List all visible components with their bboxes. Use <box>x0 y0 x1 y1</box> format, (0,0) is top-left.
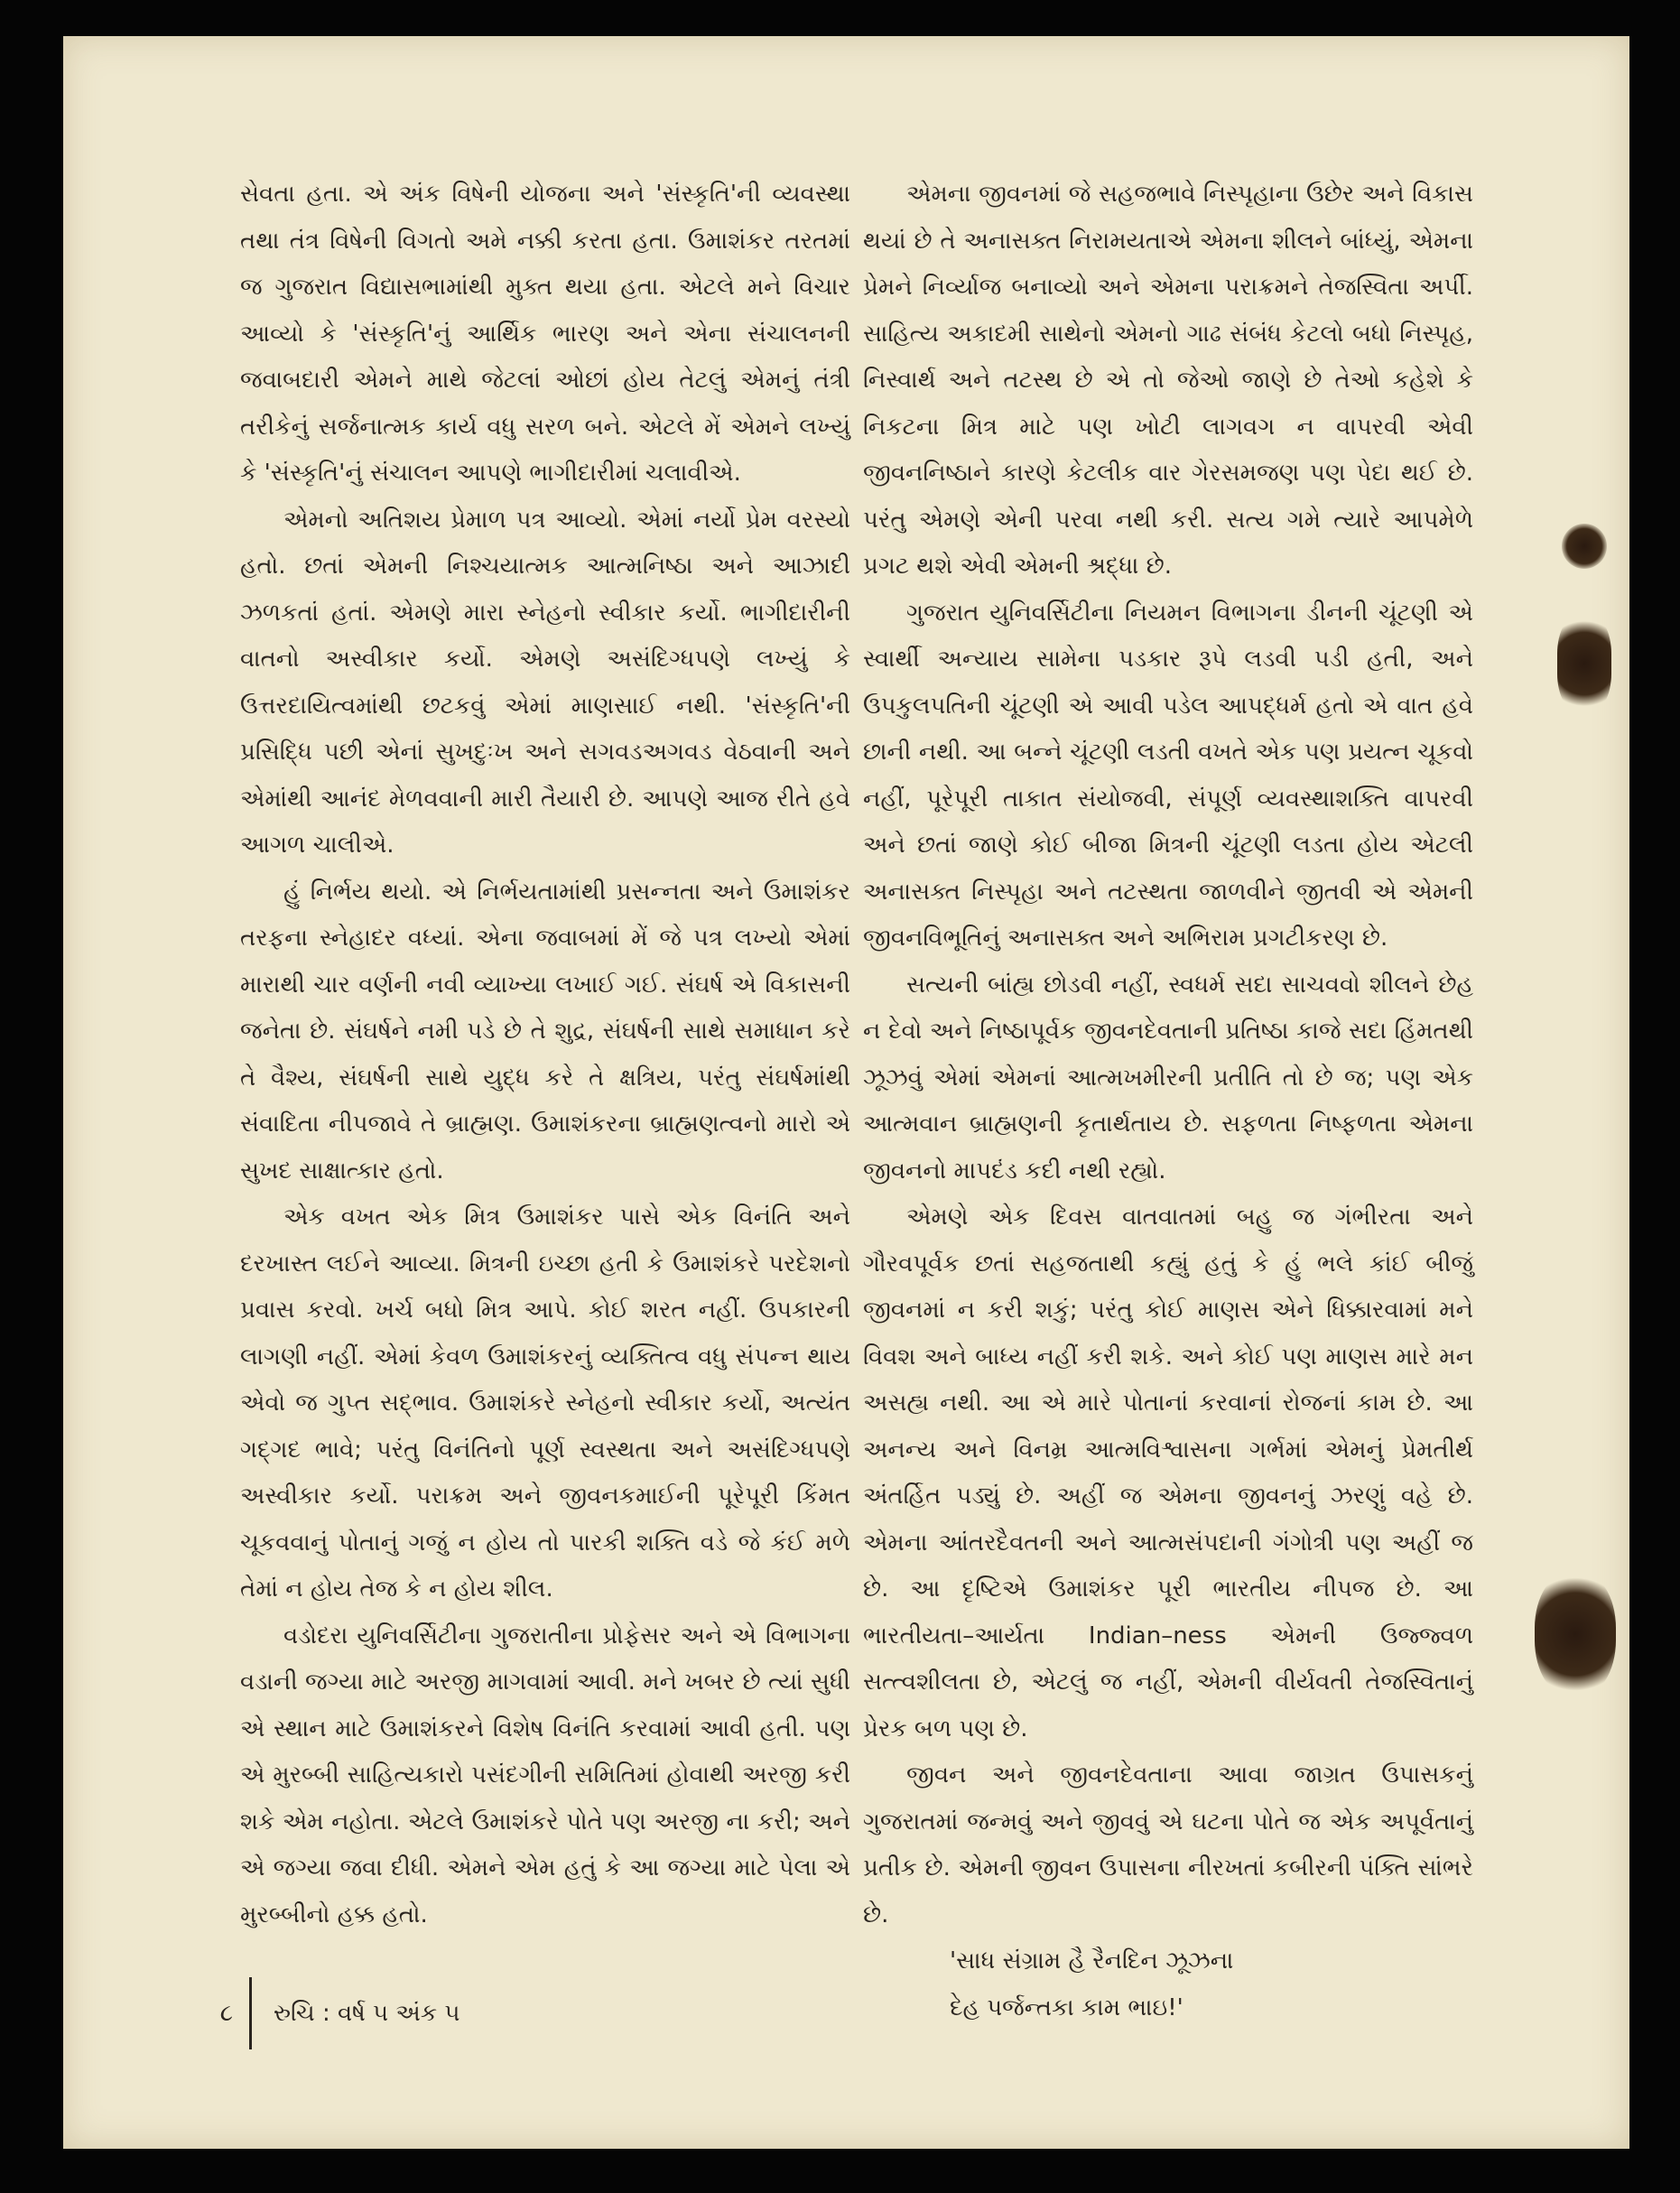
paragraph: ગુજરાત યુનિવર્સિટીના નિયમન વિભાગના ડીનની ચૂંટણી એ સ્વાર્થી અન્યાય સામેના પડકાર રૂપે લડવી પડી હતી, અને ઉપકુલપતિની ચૂંટણી એ આવી પડેલ આપદ્ધર્મ હતો એ વાત હવે છાની નથી. આ બન્ને ચૂંટણી લડતી વખતે એક પણ પ્રયત્ન ચૂકવો નહીં, પૂરેપૂરી તાકાત સંયોજવી, સંપૂર્ણ વ્યવસ્થાશક્તિ વાપરવી અને છતાં જાણે કોઈ બીજા મિત્રની ચૂંટણી લડતા હોય એટલી અનાસક્ત નિસ્પૃહા અને તટસ્થતા જાળવીને જીતવી એ એમની જીવનવિભૂતિનું અનાસક્ત અને અભિરામ પ્રગટીકરણ છે. <box>863 599 1473 952</box>
ink-stain <box>1535 1571 1616 1697</box>
page-footer <box>170 1977 460 2049</box>
kabir-quote <box>863 1938 1473 2031</box>
paragraph: વડોદરા યુનિવર્સિટીના ગુજરાતીના પ્રોફેસર અને એ વિભાગના વડાની જગ્યા માટે અરજી માગવામાં આવી. મને ખબર છે ત્યાં સુધી એ સ્થાન માટે ઉમાશંકરને વિશેષ વિનંતિ કરવામાં આવી હતી. પણ એ મુરબ્બી સાહિત્યકારો પસંદગીની સમિતિમાં હોવાથી અરજી કરી શકે એમ નહોતા. એટલે ઉમાશંકરે પોતે પણ અરજી ના કરી; અને એ જગ્યા જવા દીધી. એમને એમ હતું કે આ જગ્યા માટે પેલા એ મુરબ્બીનો હક્ક હતો. <box>240 1622 850 1928</box>
right-column <box>863 172 1473 2031</box>
paragraph: એમનો અતિશય પ્રેમાળ પત્ર આવ્યો. એમાં નર્યો પ્રેમ વરસ્યો હતો. છતાં એમની નિશ્ચયાત્મક આત્મનિષ્ઠા અને આઝાદી ઝળકતાં હતાં. એમણે મારા સ્નેહનો સ્વીકાર કર્યો. ભાગીદારીની વાતનો અસ્વીકાર કર્યો. એમણે અસંદિગ્ધપણે લખ્યું કે ઉત્તરદાયિત્વમાંથી છટકવું એમાં માણસાઈ નથી. 'સંસ્કૃતિ'ની પ્રસિદ્ધિ પછી એનાં સુખદુઃખ અને સગવડઅગવડ વેઠવાની અને એમાંથી આનંદ મેળવવાની મારી તૈયારી છે. આપણે આજ રીતે હવે આગળ ચાલીએ. <box>240 506 850 859</box>
journal-issue: રુચિ : વર્ષ ૫ અંક ૫ <box>274 1999 460 2027</box>
quote-line: દેહ પર્જન્તકા કામ ભાઇ!' <box>950 1993 1183 2021</box>
magazine-page <box>63 36 1629 2149</box>
paragraph: સત્યની બાંહ્ય છોડવી નહીં, સ્વધર્મ સદા સાચવવો શીલને છેહ ન દેવો અને નિષ્ઠાપૂર્વક જીવનદેવતાની પ્રતિષ્ઠા કાજે સદા હિંમતથી ઝૂઝવું એમાં એમનાં આત્મખમીરની પ્રતીતિ તો છે જ; પણ એક આત્મવાન બ્રાહ્મણની કૃતાર્થતાય છે. સફળતા નિષ્ફળતા એમના જીવનનો માપદંડ કદી નથી રહ્યો. <box>863 971 1473 1185</box>
paragraph: હું નિર્ભય થયો. એ નિર્ભયતામાંથી પ્રસન્નતા અને ઉમાશંકર તરફના સ્નેહાદર વધ્યાં. એના જવાબમાં મેં જે પત્ર લખ્યો એમાં મારાથી ચાર વર્ણની નવી વ્યાખ્યા લખાઈ ગઈ. સંઘર્ષ એ વિકાસની જનેતા છે. સંઘર્ષને નમી પડે છે તે શુદ્ર, સંઘર્ષની સાથે સમાધાન કરે તે વૈશ્ય, સંઘર્ષની સાથે યુદ્ધ કરે તે ક્ષત્રિય, પરંતુ સંઘર્ષમાંથી સંવાદિતા નીપજાવે તે બ્રાહ્મણ. ઉમાશંકરના બ્રાહ્મણત્વનો મારો એ સુખદ સાક્ષાત્કાર હતો. <box>240 878 850 1185</box>
left-column <box>240 172 850 1938</box>
paragraph: જીવન અને જીવનદેવતાના આવા જાગ્રત ઉપાસકનું ગુજરાતમાં જન્મવું અને જીવવું એ ઘટના પોતે જ એક અપૂર્વતાનું પ્રતીક છે. એમની જીવન ઉપાસના નીરખતાં કબીરની પંક્તિ સાંભરે છે. <box>863 1761 1473 1928</box>
paragraph: સેવતા હતા. એ અંક વિષેની યોજના અને 'સંસ્કૃતિ'ની વ્યવસ્થા તથા તંત્ર વિષેની વિગતો અમે નક્કી કરતા હતા. ઉમાશંકર તરતમાં જ ગુજરાત વિદ્યાસભામાંથી મુક્ત થયા હતા. એટલે મને વિચાર આવ્યો કે 'સંસ્કૃતિ'નું આર્થિક ભારણ અને એના સંચાલનની જવાબદારી એમને માથે જેટલાં ઓછાં હોય તેટલું એમનું તંત્રી તરીકેનું સર્જનાત્મક કાર્ય વધુ સરળ બને. એટલે મેં એમને લખ્યું કે 'સંસ્કૃતિ'નું સંચાલન આપણે ભાગીદારીમાં ચલાવીએ. <box>240 181 850 487</box>
footer-divider <box>249 1977 252 2049</box>
quote-line: 'સાધ સંગ્રામ હૈ રૈનદિન ઝૂઝના <box>950 1947 1234 1975</box>
paragraph: એમના જીવનમાં જે સહજભાવે નિસ્પૃહાના ઉછેર અને વિકાસ થયાં છે તે અનાસક્ત નિરામયતાએ એમના શીલને બાંધ્યું, એમના પ્રેમને નિર્વ્યાજ બનાવ્યો અને એમના પરાક્રમને તેજસ્વિતા અર્પી. સાહિત્ય અકાદમી સાથેનો એમનો ગાઢ સંબંધ કેટલો બધો નિસ્પૃહ, નિસ્વાર્થ અને તટસ્થ છે એ તો જેઓ જાણે છે તેઓ કહેશે કે નિકટના મિત્ર માટે પણ ખોટી લાગવગ ન વાપરવી એવી જીવનનિષ્ઠાને કારણે કેટલીક વાર ગેરસમજણ પણ પેદા થઈ છે. પરંતુ એમણે એની પરવા નથી કરી. સત્ય ગમે ત્યારે આપમેળે પ્રગટ થશે એવી એમની શ્રદ્ધા છે. <box>863 181 1473 580</box>
ink-stain <box>1557 614 1611 713</box>
paragraph: એમણે એક દિવસ વાતવાતમાં બહુ જ ગંભીરતા અને ગૌરવપૂર્વક છતાં સહજતાથી કહ્યું હતું કે હું ભલે કાંઈ બીજું જીવનમાં ન કરી શકું; પરંતુ કોઈ માણસ એને ધિક્કારવામાં મને વિવશ અને બાધ્ય નહીં કરી શકે. અને કોઈ પણ માણસ મારે મન અસહ્ય નથી. આ એ મારે પોતાનાં કરવાનાં રોજનાં કામ છે. આ અનન્ય અને વિનમ્ર આત્મવિશ્વાસના ગર્ભમાં એમનું પ્રેમતીર્થ અંતર્હિત પડ્યું છે. અહીં જ એમના જીવનનું ઝરણું વહે છે. એમના આંતરદૈવતની અને આત્મસંપદાની ગંગોત્રી પણ અહીં જ છે. આ દૃષ્ટિએ ઉમાશંકર પૂરી ભારતીય નીપજ છે. આ ભારતીયતા–આર્યતા Indian–ness એમની ઉજ્જ્વળ સત્ત્વશીલતા છે, એટલું જ નહીં, એમની વીર્યવતી તેજસ્વિતાનું પ્રેરક બળ પણ છે. <box>863 1203 1473 1742</box>
ink-stain <box>1562 524 1607 569</box>
page-number: ૮ <box>219 1999 233 2027</box>
paragraph: એક વખત એક મિત્ર ઉમાશંકર પાસે એક વિનંતિ અને દરખાસ્ત લઈને આવ્યા. મિત્રની ઇચ્છા હતી કે ઉમાશંકરે પરદેશનો પ્રવાસ કરવો. ખર્ચ બધો મિત્ર આપે. કોઈ શરત નહીં. ઉપકારની લાગણી નહીં. એમાં કેવળ ઉમાશંકરનું વ્યક્તિત્વ વધુ સંપન્ન થાય એવો જ ગુપ્ત સદ્ભાવ. ઉમાશંકરે સ્નેહનો સ્વીકાર કર્યો, અત્યંત ગદ્ગદ ભાવે; પરંતુ વિનંતિનો પૂર્ણ સ્વસ્થતા અને અસંદિગ્ધપણે અસ્વીકાર કર્યો. પરાક્રમ અને જીવનકમાઈની પૂરેપૂરી કિંમત ચૂકવવાનું પોતાનું ગજું ન હોય તો પારકી શક્તિ વડે જે કંઈ મળે તેમાં ન હોય તેજ કે ન હોય શીલ. <box>240 1203 850 1603</box>
